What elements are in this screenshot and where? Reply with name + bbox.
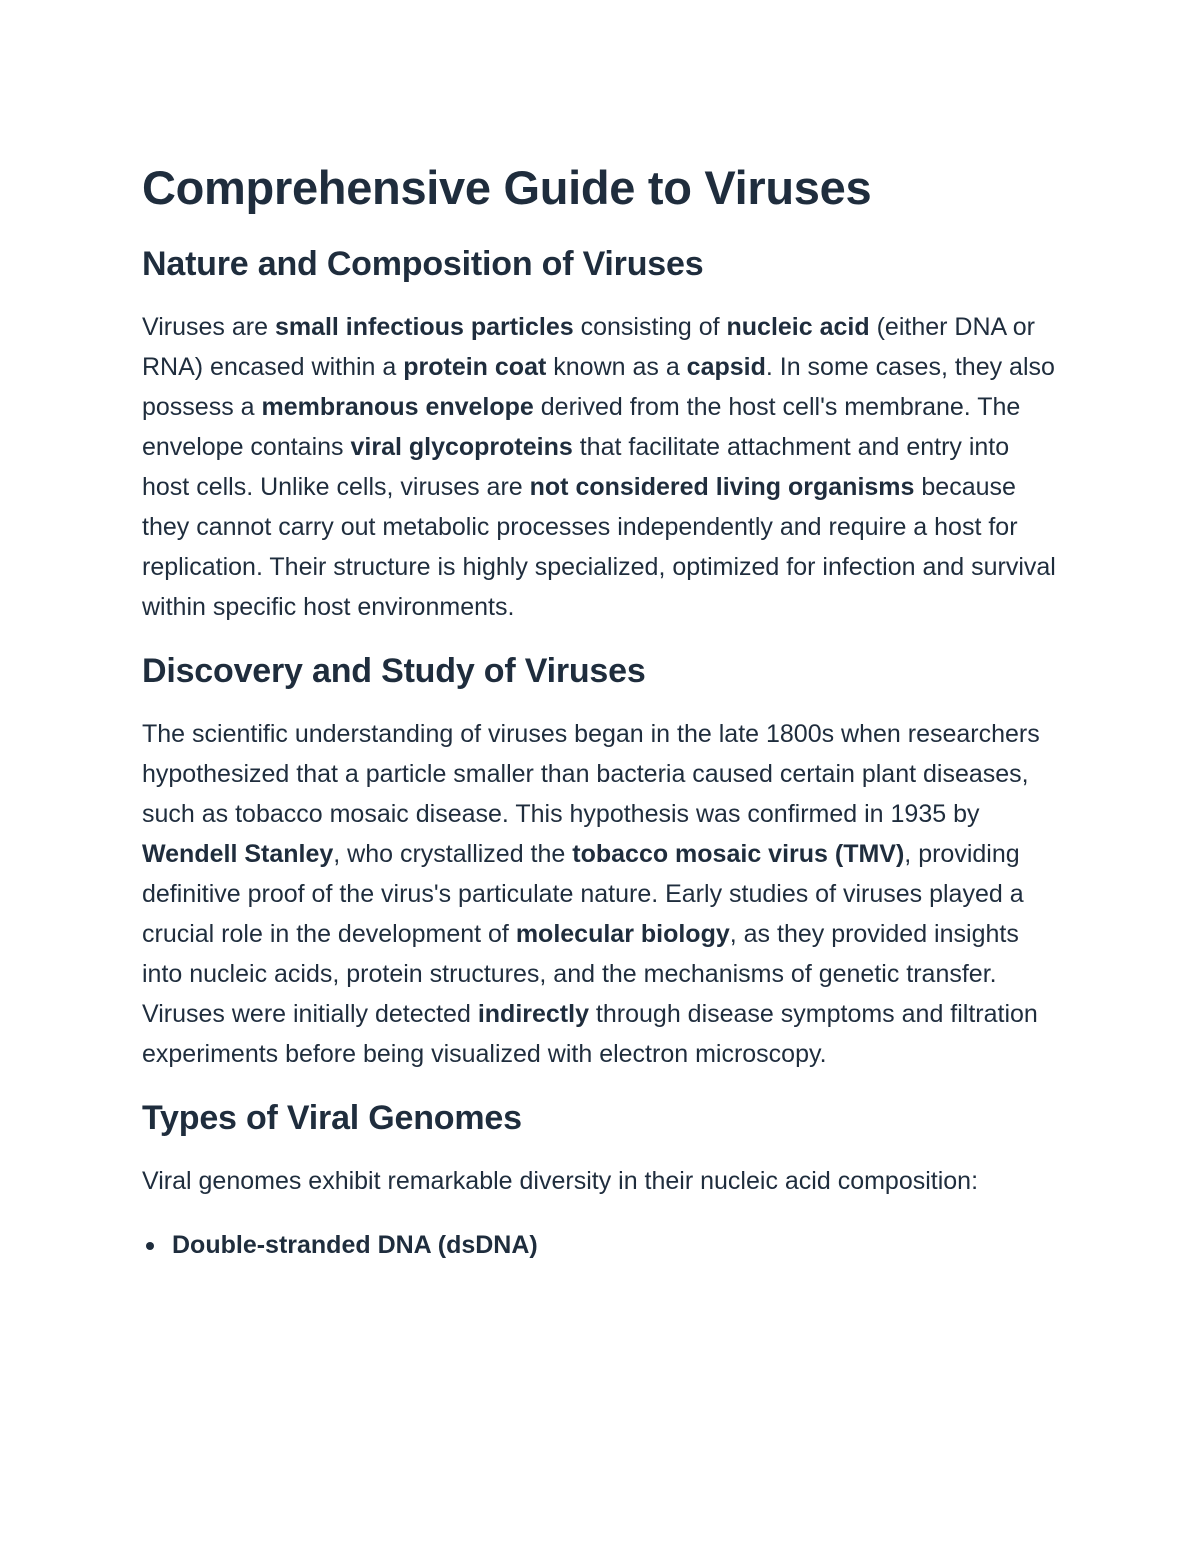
text-run: Viruses are: [142, 313, 275, 342]
text-run: . In some cases, they also possess a: [142, 353, 1055, 422]
bold-term: viral glycoproteins: [350, 433, 573, 462]
text-run: The scientific understanding of viruses began in the late 1800s when researchers hypothesized that a particle smaller than bacteria caused certain plant diseases, such as tobacco mosaic disease. This hypothesis was confirmed in 1935 by: [142, 719, 1040, 828]
bold-term: capsid: [686, 353, 766, 382]
bold-term: membranous envelope: [261, 393, 534, 422]
genome-type-list: [142, 1225, 1062, 1265]
text-run: known as a: [546, 353, 687, 382]
text-run: derived from the host cell's membrane. The envelope contains: [142, 393, 1021, 462]
bold-term: Wendell Stanley: [142, 839, 334, 868]
text-run: (either DNA or RNA) encased within a: [142, 313, 1035, 382]
section-paragraph-genomes: Viral genomes exhibit remarkable diversity in their nucleic acid composition:: [142, 1166, 979, 1195]
text-run: , providing definitive proof of the virus's particulate nature. Early studies of viruses played a crucial role in the development of: [142, 839, 1024, 948]
bold-term: not considered living organisms: [529, 473, 915, 502]
document-page: [142, 160, 1062, 1265]
text-run: consisting of: [573, 313, 727, 342]
bold-term: molecular biology: [515, 919, 730, 948]
list-item: [142, 1225, 1062, 1265]
page-title: Comprehensive Guide to Viruses: [142, 161, 872, 214]
section-heading-discovery: Discovery and Study of Viruses: [142, 652, 646, 691]
bold-term: nucleic acid: [726, 313, 870, 342]
text-run: through disease symptoms and filtration experiments before being visualized with electron microscopy.: [142, 999, 1038, 1068]
bold-term: indirectly: [477, 999, 589, 1028]
text-run: , who crystallized the: [333, 839, 573, 868]
section-paragraph-discovery: [142, 714, 1062, 1074]
text-run: because they cannot carry out metabolic processes independently and require a host for replication. Their structure is highly specialized, optimized for infection and survival within specific host environments.: [142, 473, 1056, 622]
bold-term: protein coat: [403, 353, 547, 382]
section-heading-genomes: Types of Viral Genomes: [142, 1098, 522, 1137]
text-run: that facilitate attachment and entry into host cells. Unlike cells, viruses are: [142, 433, 1010, 502]
text-run: , as they provided insights into nucleic acids, protein structures, and the mechanisms of genetic transfer. Viruses were initially detected: [142, 919, 1019, 1028]
list-item-label: Double-stranded DNA (dsDNA): [172, 1230, 538, 1259]
section-paragraph-nature: [142, 307, 1062, 627]
bold-term: tobacco mosaic virus (TMV): [572, 839, 905, 868]
section-heading-nature: Nature and Composition of Viruses: [142, 245, 704, 284]
bold-term: small infectious particles: [274, 313, 574, 342]
